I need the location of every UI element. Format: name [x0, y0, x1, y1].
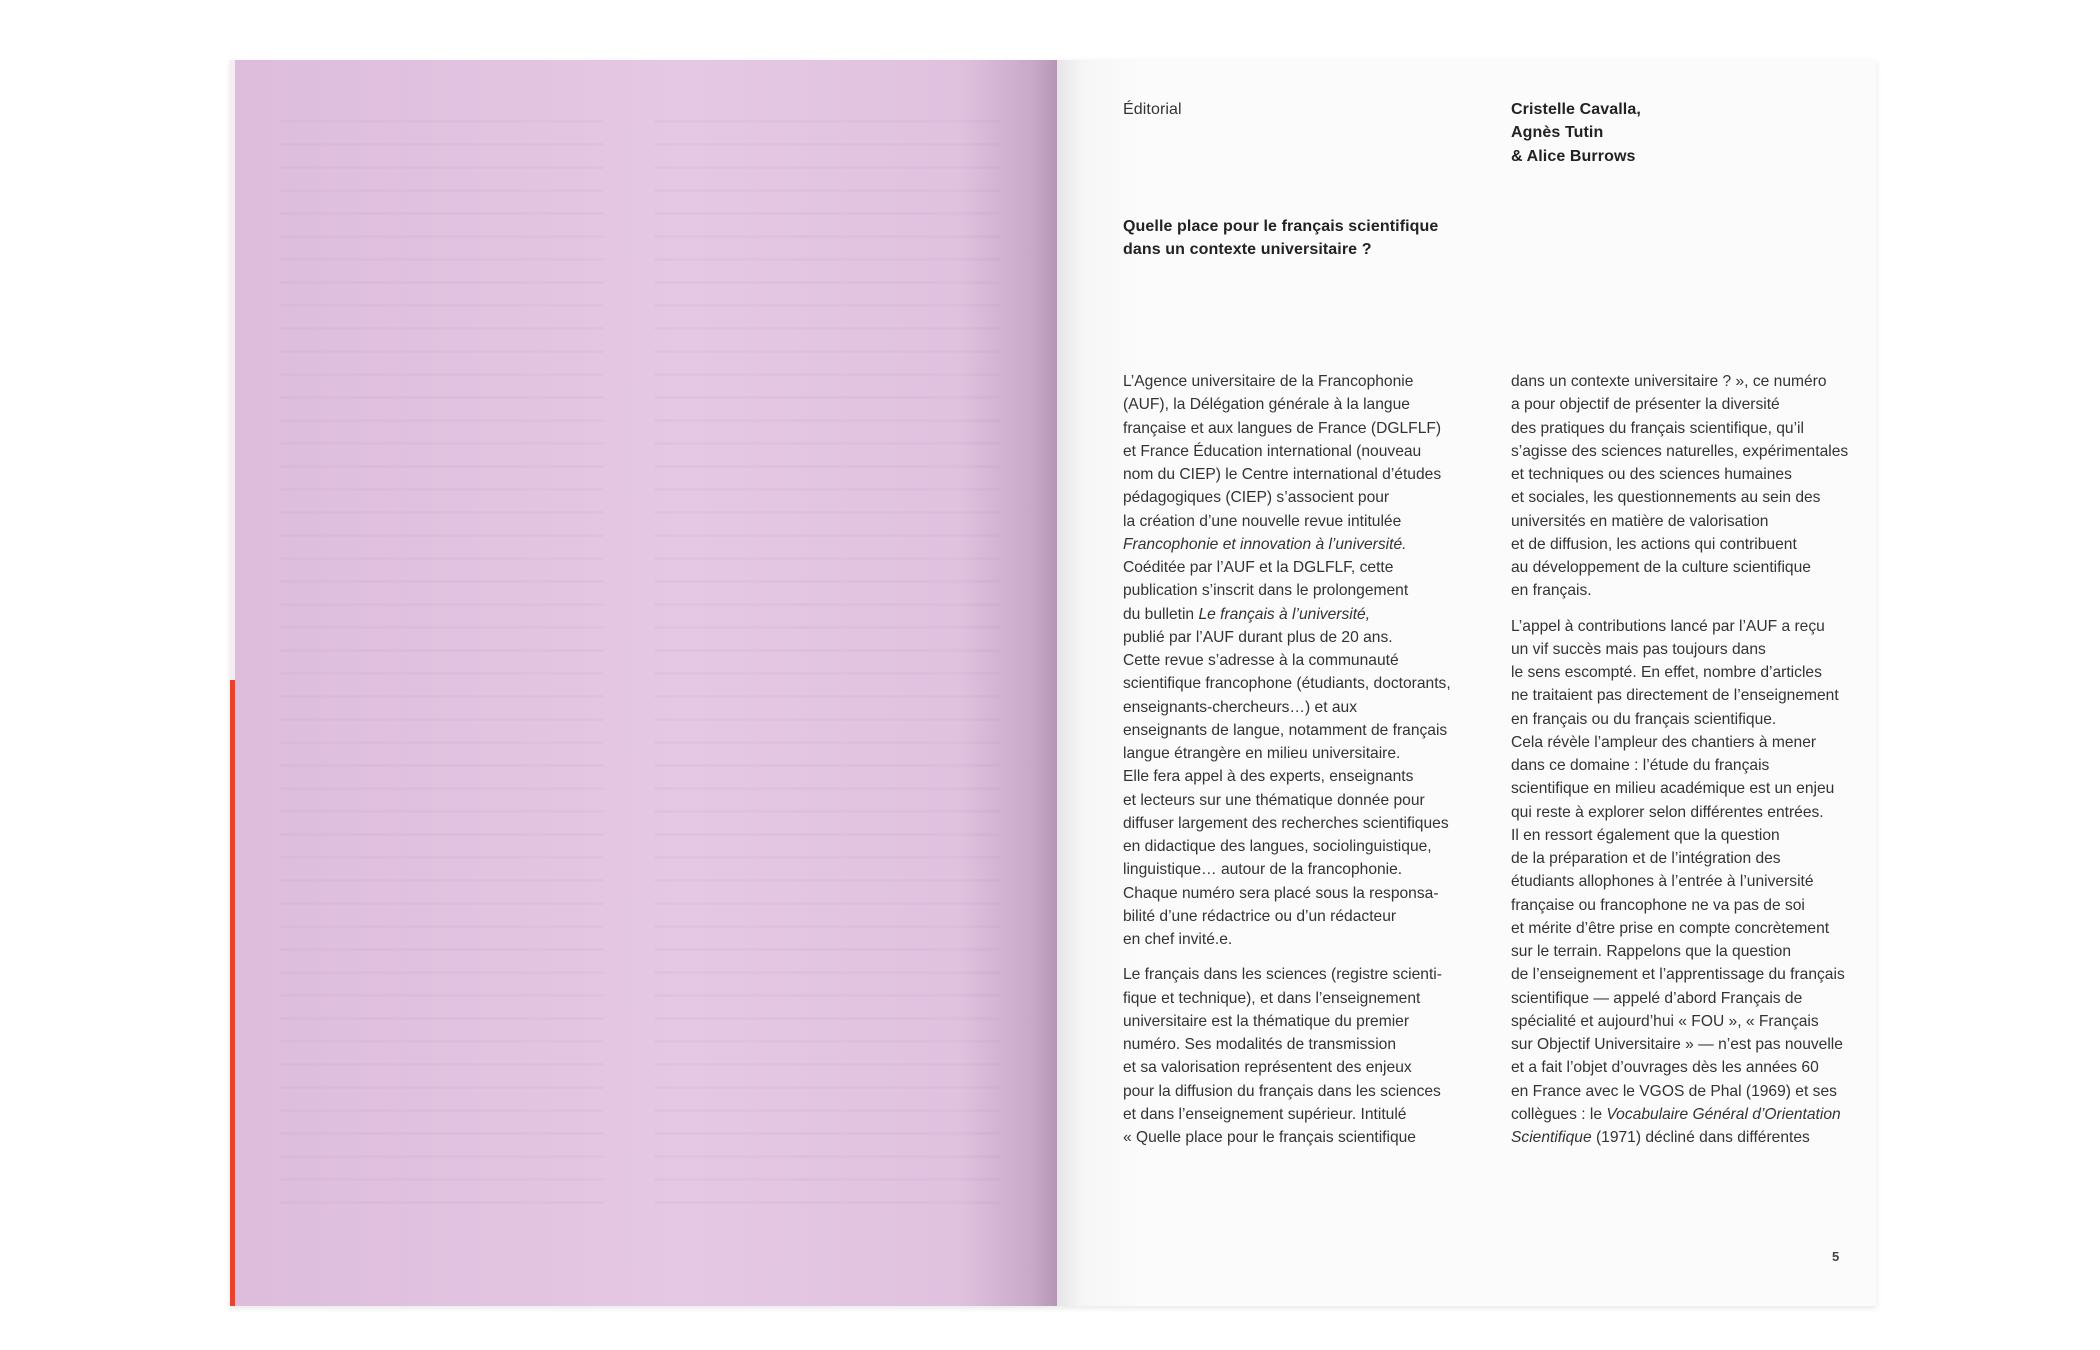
text-line: qui reste à explorer selon différentes entrées.	[1511, 803, 1824, 821]
authors-block	[1511, 98, 1641, 168]
text-line: française ou francophone ne va pas de soi	[1511, 896, 1805, 914]
text-line-mixed	[1511, 1103, 1871, 1126]
text-column-2	[1511, 370, 1871, 1161]
section-label: Éditorial	[1123, 101, 1182, 118]
text-line: (AUF), la Délégation générale à la langue	[1123, 396, 1410, 414]
text-line: scientifique — appelé d’abord Français de	[1511, 989, 1803, 1007]
text-line: et sociales, les questionnements au sein des	[1511, 489, 1821, 507]
text-line: publication s’inscrit dans le prolongement	[1123, 582, 1409, 600]
text-line: pédagogiques (CIEP) s’associent pour	[1123, 489, 1390, 507]
paragraph	[1511, 370, 1871, 603]
text-line: et France Éducation international (nouveau	[1123, 442, 1422, 460]
text-line: et lecteurs sur une thématique donnée pour	[1123, 791, 1425, 809]
text-line: et dans l’enseignement supérieur. Intitulé	[1123, 1105, 1407, 1123]
text-line: diffuser largement des recherches scientifiques	[1123, 814, 1449, 832]
text-line: des pratiques du français scientifique, qu’il	[1511, 419, 1804, 437]
text-line: française et aux langues de France (DGLFLF)	[1123, 419, 1442, 437]
bulletin-title-italic: Le français à l’université,	[1198, 605, 1371, 623]
text-line: étudiants allophones à l’entrée à l’université	[1511, 873, 1814, 891]
editorial-title	[1123, 215, 1483, 262]
text-line: Cette revue s’adresse à la communauté	[1123, 652, 1399, 669]
text-line: sur Objectif Universitaire » — n’est pas nouvelle	[1511, 1036, 1843, 1053]
text-fragment: (1971) décliné dans différentes	[1591, 1129, 1810, 1146]
text-line: Chaque numéro sera placé sous la responsa-	[1123, 884, 1439, 902]
text-line: Le français dans les sciences (registre scienti-	[1123, 966, 1442, 984]
text-line: Cela révèle l’ampleur des chantiers à mener	[1511, 733, 1817, 751]
text-line: pour la diffusion du français dans les sciences	[1123, 1082, 1441, 1100]
text-line: et de diffusion, les actions qui contribuent	[1511, 535, 1797, 553]
text-line: L’appel à contributions lancé par l’AUF a reçu	[1511, 617, 1825, 635]
text-line-mixed	[1123, 603, 1483, 626]
text-line: Elle fera appel à des experts, enseignants	[1123, 768, 1414, 786]
text-line: de l’enseignement et l’apprentissage du français	[1511, 966, 1845, 984]
text-line: dans ce domaine : l’étude du français	[1511, 757, 1770, 774]
text-line: langue étrangère en milieu universitaire.	[1123, 745, 1401, 762]
journal-title-italic: Francophonie et innovation à l’université.	[1123, 535, 1407, 553]
text-line: et mérite d’être prise en compte concrètement	[1511, 919, 1830, 937]
text-line: L’Agence universitaire de la Francophonie	[1123, 373, 1414, 390]
text-line-mixed	[1511, 1126, 1871, 1149]
text-line: numéro. Ses modalités de transmission	[1123, 1036, 1397, 1053]
text-line: le sens escompté. En effet, nombre d’articles	[1511, 664, 1822, 681]
text-line: en chef invité.e.	[1123, 931, 1233, 948]
page-edge-red-accent	[230, 680, 235, 1306]
paragraph	[1511, 615, 1871, 1150]
text-line: en français.	[1511, 582, 1592, 600]
text-line: en France avec le VGOS de Phal (1969) et ses	[1511, 1082, 1837, 1100]
text-line: enseignants-chercheurs…) et aux	[1123, 698, 1358, 716]
text-line: a pour objectif de présenter la diversité	[1511, 396, 1780, 414]
page-number: 5	[1832, 1249, 1840, 1264]
text-line: et sa valorisation représentent des enjeux	[1123, 1059, 1412, 1077]
author-line: Cristelle Cavalla,	[1511, 101, 1641, 118]
text-line: « Quelle place pour le français scientifique	[1123, 1129, 1416, 1146]
page-edge-white	[230, 60, 235, 680]
text-line: universités en matière de valorisation	[1511, 512, 1769, 530]
text-fragment: collègues : le	[1511, 1105, 1607, 1123]
text-line: enseignants de langue, notamment de français	[1123, 721, 1448, 739]
text-line: un vif succès mais pas toujours dans	[1511, 640, 1766, 658]
text-line: sur le terrain. Rappelons que la question	[1511, 943, 1791, 960]
text-line: et techniques ou des sciences humaines	[1511, 466, 1792, 483]
text-line: spécialité et aujourd’hui « FOU », « Français	[1511, 1012, 1819, 1030]
text-line: ne traitaient pas directement de l’enseignement	[1511, 687, 1839, 705]
text-line: Il en ressort également que la question	[1511, 826, 1780, 844]
author-line: Agnès Tutin	[1511, 124, 1604, 142]
text-line: Coéditée par l’AUF et la DGLFLF, cette	[1123, 559, 1394, 576]
show-through-texture	[280, 120, 1000, 1220]
text-line: universitaire est la thématique du premier	[1123, 1012, 1410, 1030]
text-line: en didactique des langues, sociolinguistique,	[1123, 838, 1432, 855]
text-line: scientifique francophone (étudiants, doctorants,	[1123, 675, 1451, 693]
title-line: dans un contexte universitaire ?	[1123, 241, 1372, 259]
title-line: Quelle place pour le français scientifique	[1123, 218, 1439, 235]
text-line: nom du CIEP) le Centre international d’études	[1123, 466, 1442, 483]
book-title-italic: Vocabulaire Général d’Orientation	[1606, 1105, 1841, 1123]
author-line: & Alice Burrows	[1511, 147, 1636, 165]
paragraph	[1123, 963, 1483, 1149]
text-line: bilité d’une rédactrice ou d’un rédacteur	[1123, 907, 1397, 925]
paragraph	[1123, 370, 1483, 951]
text-line: et a fait l’objet d’ouvrages dès les années 60	[1511, 1059, 1819, 1077]
text-line: fique et technique), et dans l’enseignement	[1123, 989, 1421, 1007]
text-line: de la préparation et de l’intégration des	[1511, 850, 1781, 867]
text-line: linguistique… autour de la francophonie.	[1123, 861, 1403, 879]
text-line: dans un contexte universitaire ? », ce numéro	[1511, 373, 1827, 390]
text-line: la création d’une nouvelle revue intitulée	[1123, 512, 1402, 530]
left-page-lilac	[230, 60, 1057, 1306]
text-fragment: du bulletin	[1123, 605, 1199, 623]
book-title-italic: Scientifique	[1511, 1129, 1592, 1146]
text-line: en français ou du français scientifique.	[1511, 710, 1777, 728]
magazine-spread	[230, 60, 1876, 1306]
text-column-1	[1123, 370, 1483, 1161]
right-page-editorial	[1057, 60, 1876, 1306]
text-line: scientifique en milieu académique est un enjeu	[1511, 780, 1835, 798]
text-line: au développement de la culture scientifique	[1511, 559, 1811, 576]
text-line: publié par l’AUF durant plus de 20 ans.	[1123, 628, 1393, 646]
text-line: s’agisse des sciences naturelles, expérimentales	[1511, 442, 1849, 460]
